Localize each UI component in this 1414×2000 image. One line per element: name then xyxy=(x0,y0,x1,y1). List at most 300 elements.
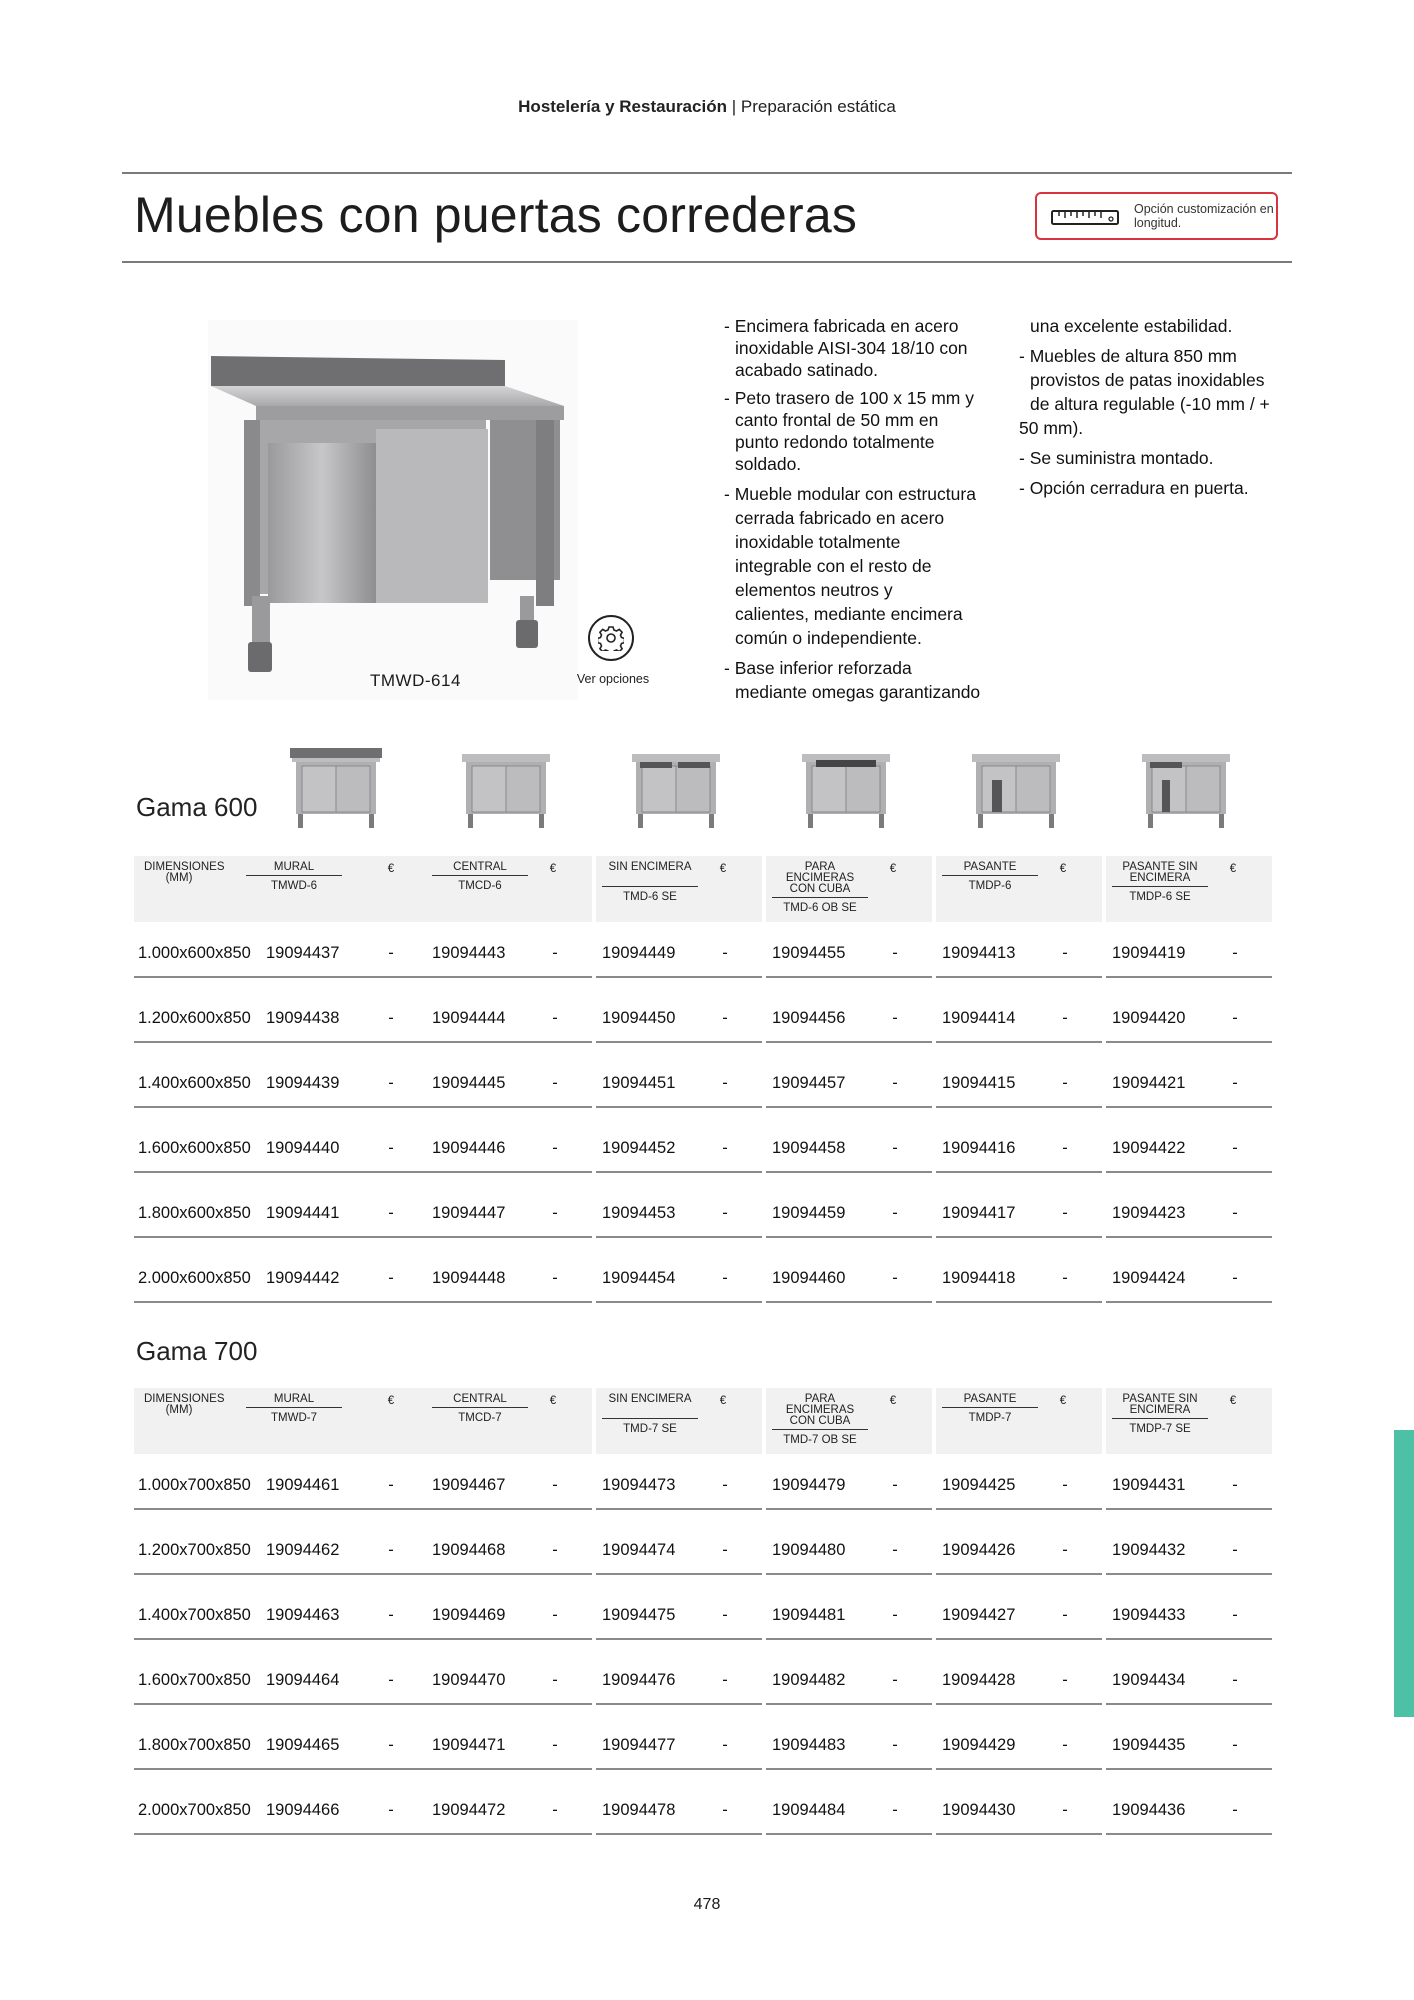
price-cell: - xyxy=(892,1801,898,1819)
dimension-cell: 1.400x700x850 xyxy=(138,1606,251,1624)
feature-line: integrable con el resto de xyxy=(735,556,932,576)
dimension-cell: 1.200x700x850 xyxy=(138,1541,251,1559)
price-cell: - xyxy=(892,1476,898,1494)
feature-line: soldado. xyxy=(735,454,802,474)
row-separator xyxy=(134,1703,426,1705)
product-code-cell: 19094435 xyxy=(1112,1736,1186,1754)
price-cell: - xyxy=(722,1204,728,1222)
feature-line: - Peto trasero de 100 x 15 mm y xyxy=(724,388,974,408)
product-code-cell: 19094480 xyxy=(772,1541,846,1559)
gear-icon xyxy=(598,625,624,651)
price-cell: - xyxy=(722,1139,728,1157)
row-separator xyxy=(1106,1301,1272,1303)
price-cell: - xyxy=(722,1476,728,1494)
product-code-cell: 19094477 xyxy=(602,1736,676,1754)
row-separator xyxy=(426,1768,592,1770)
price-cell: - xyxy=(892,1736,898,1754)
price-cell: - xyxy=(388,1606,394,1624)
price-cell: - xyxy=(388,1139,394,1157)
product-code-cell: 19094484 xyxy=(772,1801,846,1819)
feature-line: común o independiente. xyxy=(735,628,922,648)
price-cell: - xyxy=(388,1269,394,1287)
product-code-cell: 19094415 xyxy=(942,1074,1016,1092)
dimension-cell: 2.000x700x850 xyxy=(138,1801,251,1819)
feature-line: punto redondo totalmente xyxy=(735,432,935,452)
model-code: TMWD-6 xyxy=(271,880,317,892)
row-separator xyxy=(766,1508,932,1510)
customization-text: Opción customización en longitud. xyxy=(1134,202,1274,230)
row-separator xyxy=(596,1638,762,1640)
row-separator xyxy=(134,1573,426,1575)
row-separator xyxy=(936,1171,1102,1173)
row-separator xyxy=(596,1106,762,1108)
product-code-cell: 19094481 xyxy=(772,1606,846,1624)
row-separator xyxy=(766,1833,932,1835)
product-code-cell: 19094434 xyxy=(1112,1671,1186,1689)
product-code-cell: 19094422 xyxy=(1112,1139,1186,1157)
column-header: MURAL xyxy=(273,861,315,873)
price-cell: - xyxy=(388,1074,394,1092)
feature-line: 50 mm). xyxy=(1019,418,1084,438)
row-separator xyxy=(1106,1171,1272,1173)
row-separator xyxy=(766,1171,932,1173)
model-code: TMDP-6 SE xyxy=(1129,891,1191,903)
model-code: TMCD-7 xyxy=(458,1412,502,1424)
product-code-cell: 19094452 xyxy=(602,1139,676,1157)
model-code: TMD-6 OB SE xyxy=(783,902,857,914)
model-code: TMCD-6 xyxy=(458,880,502,892)
row-separator xyxy=(596,1573,762,1575)
feature-line: una excelente estabilidad. xyxy=(1030,316,1233,336)
price-cell: - xyxy=(552,1671,558,1689)
product-code-cell: 19094445 xyxy=(432,1074,506,1092)
row-separator xyxy=(596,1236,762,1238)
row-separator xyxy=(426,1833,592,1835)
row-separator xyxy=(936,1508,1102,1510)
product-code-cell: 19094455 xyxy=(772,944,846,962)
price-cell: - xyxy=(1062,1476,1068,1494)
price-cell: - xyxy=(722,1009,728,1027)
row-separator xyxy=(426,1573,592,1575)
euro-header: € xyxy=(549,863,557,875)
product-code-cell: 19094469 xyxy=(432,1606,506,1624)
column-header: PARA ENCIMERAS CON CUBA xyxy=(785,1393,855,1427)
column-header: CENTRAL xyxy=(453,861,507,873)
product-code-cell: 19094441 xyxy=(266,1204,340,1222)
product-code-cell: 19094446 xyxy=(432,1139,506,1157)
row-separator xyxy=(134,1638,426,1640)
price-cell: - xyxy=(892,1269,898,1287)
price-cell: - xyxy=(1062,944,1068,962)
row-separator xyxy=(1106,1833,1272,1835)
product-code-cell: 19094447 xyxy=(432,1204,506,1222)
dimension-cell: 1.200x600x850 xyxy=(138,1009,251,1027)
row-separator xyxy=(596,1833,762,1835)
price-cell: - xyxy=(1062,1074,1068,1092)
row-separator xyxy=(766,1106,932,1108)
feature-line: - Encimera fabricada en acero xyxy=(724,316,959,336)
price-cell: - xyxy=(1232,1009,1238,1027)
dimension-cell: 1.600x600x850 xyxy=(138,1139,251,1157)
row-separator xyxy=(134,1171,426,1173)
row-separator xyxy=(596,976,762,978)
price-cell: - xyxy=(1232,1801,1238,1819)
price-cell: - xyxy=(552,1139,558,1157)
price-cell: - xyxy=(1232,1204,1238,1222)
ruler-icon xyxy=(1051,208,1121,228)
price-cell: - xyxy=(722,944,728,962)
header-underline xyxy=(432,1407,528,1408)
euro-header: € xyxy=(889,1395,897,1407)
header-underline xyxy=(432,875,528,876)
row-separator xyxy=(936,1236,1102,1238)
row-separator xyxy=(426,1106,592,1108)
product-code-cell: 19094479 xyxy=(772,1476,846,1494)
feature-line: - Opción cerradura en puerta. xyxy=(1019,478,1249,498)
price-cell: - xyxy=(552,944,558,962)
price-cell: - xyxy=(722,1606,728,1624)
product-code-cell: 19094482 xyxy=(772,1671,846,1689)
price-cell: - xyxy=(892,1541,898,1559)
feature-line: calientes, mediante encimera xyxy=(735,604,963,624)
price-cell: - xyxy=(1232,1269,1238,1287)
model-code: TMD-6 SE xyxy=(623,891,677,903)
header-separator: | xyxy=(731,97,737,116)
price-cell: - xyxy=(722,1269,728,1287)
product-code-cell: 19094461 xyxy=(266,1476,340,1494)
price-cell: - xyxy=(722,1736,728,1754)
product-code-cell: 19094439 xyxy=(266,1074,340,1092)
row-separator xyxy=(134,1508,426,1510)
product-code-cell: 19094427 xyxy=(942,1606,1016,1624)
row-separator xyxy=(1106,1768,1272,1770)
row-separator xyxy=(766,1703,932,1705)
title-bottom-rule xyxy=(122,261,1292,263)
euro-header: € xyxy=(719,1395,727,1407)
row-separator xyxy=(426,1236,592,1238)
row-separator xyxy=(766,1573,932,1575)
price-cell: - xyxy=(892,1074,898,1092)
product-code-cell: 19094414 xyxy=(942,1009,1016,1027)
feature-line: - Muebles de altura 850 mm xyxy=(1019,346,1237,366)
product-code-cell: 19094431 xyxy=(1112,1476,1186,1494)
euro-header: € xyxy=(387,863,395,875)
price-cell: - xyxy=(388,1801,394,1819)
row-separator xyxy=(936,1041,1102,1043)
product-code-cell: 19094437 xyxy=(266,944,340,962)
product-code-cell: 19094476 xyxy=(602,1671,676,1689)
price-cell: - xyxy=(552,1269,558,1287)
price-cell: - xyxy=(1062,1139,1068,1157)
row-separator xyxy=(936,1768,1102,1770)
feature-line: mediante omegas garantizando xyxy=(735,682,981,702)
price-cell: - xyxy=(388,1009,394,1027)
row-separator xyxy=(1106,976,1272,978)
product-code-cell: 19094463 xyxy=(266,1606,340,1624)
section-tab-marker xyxy=(1394,1430,1414,1717)
header-underline xyxy=(602,886,698,887)
row-separator xyxy=(766,976,932,978)
row-separator xyxy=(596,1768,762,1770)
price-cell: - xyxy=(1232,1671,1238,1689)
product-code-cell: 19094460 xyxy=(772,1269,846,1287)
feature-line: inoxidable AISI-304 18/10 con xyxy=(735,338,968,358)
price-cell: - xyxy=(552,1801,558,1819)
dimensions-header: DIMENSIONES (MM) xyxy=(144,1393,225,1416)
feature-line: cerrada fabricado en acero xyxy=(735,508,945,528)
product-code-cell: 19094440 xyxy=(266,1139,340,1157)
model-code: TMDP-7 SE xyxy=(1129,1423,1191,1435)
row-separator xyxy=(426,1638,592,1640)
price-cell: - xyxy=(1232,1736,1238,1754)
product-code-cell: 19094423 xyxy=(1112,1204,1186,1222)
price-cell: - xyxy=(892,1606,898,1624)
product-code-cell: 19094453 xyxy=(602,1204,676,1222)
model-thumbnail xyxy=(286,740,386,830)
row-separator xyxy=(596,1508,762,1510)
dimension-cell: 2.000x600x850 xyxy=(138,1269,251,1287)
price-cell: - xyxy=(1232,1074,1238,1092)
row-separator xyxy=(936,1638,1102,1640)
product-code-cell: 19094478 xyxy=(602,1801,676,1819)
model-code: TMDP-6 xyxy=(968,880,1012,892)
price-cell: - xyxy=(1062,1801,1068,1819)
price-cell: - xyxy=(1232,1476,1238,1494)
euro-header: € xyxy=(387,1395,395,1407)
row-separator xyxy=(596,1301,762,1303)
price-cell: - xyxy=(552,1074,558,1092)
product-code-cell: 19094424 xyxy=(1112,1269,1186,1287)
price-cell: - xyxy=(1062,1736,1068,1754)
product-code-cell: 19094473 xyxy=(602,1476,676,1494)
euro-header: € xyxy=(1059,863,1067,875)
product-code-cell: 19094413 xyxy=(942,944,1016,962)
feature-line: - Se suministra montado. xyxy=(1019,448,1214,468)
model-thumbnail xyxy=(1136,740,1236,830)
row-separator xyxy=(134,1236,426,1238)
row-separator xyxy=(426,1171,592,1173)
price-cell: - xyxy=(388,1736,394,1754)
product-code-cell: 19094450 xyxy=(602,1009,676,1027)
product-code-cell: 19094465 xyxy=(266,1736,340,1754)
product-code-cell: 19094451 xyxy=(602,1074,676,1092)
euro-header: € xyxy=(719,863,727,875)
row-separator xyxy=(426,1301,592,1303)
product-code-cell: 19094416 xyxy=(942,1139,1016,1157)
column-header: SIN ENCIMERA xyxy=(608,861,692,873)
product-code-cell: 19094475 xyxy=(602,1606,676,1624)
euro-header: € xyxy=(889,863,897,875)
product-code-cell: 19094464 xyxy=(266,1671,340,1689)
price-cell: - xyxy=(552,1541,558,1559)
row-separator xyxy=(1106,1638,1272,1640)
feature-line: de altura regulable (-10 mm / + xyxy=(1030,394,1270,414)
price-cell: - xyxy=(552,1606,558,1624)
product-code-cell: 19094462 xyxy=(266,1541,340,1559)
column-header: PASANTE SIN ENCIMERA xyxy=(1122,1393,1198,1416)
product-code-cell: 19094448 xyxy=(432,1269,506,1287)
price-cell: - xyxy=(722,1671,728,1689)
product-code-cell: 19094436 xyxy=(1112,1801,1186,1819)
row-separator xyxy=(1106,1508,1272,1510)
row-separator xyxy=(426,1041,592,1043)
product-code-cell: 19094433 xyxy=(1112,1606,1186,1624)
row-separator xyxy=(426,1508,592,1510)
price-cell: - xyxy=(552,1476,558,1494)
header-underline xyxy=(772,897,868,898)
euro-header: € xyxy=(549,1395,557,1407)
model-code: TMDP-7 xyxy=(968,1412,1012,1424)
product-code-cell: 19094467 xyxy=(432,1476,506,1494)
product-code-cell: 19094432 xyxy=(1112,1541,1186,1559)
price-cell: - xyxy=(388,1541,394,1559)
product-code-cell: 19094442 xyxy=(266,1269,340,1287)
row-separator xyxy=(936,1301,1102,1303)
header-underline xyxy=(602,1418,698,1419)
row-separator xyxy=(1106,1236,1272,1238)
feature-line: acabado satinado. xyxy=(735,360,879,380)
price-cell: - xyxy=(388,944,394,962)
price-cell: - xyxy=(552,1204,558,1222)
column-header: PASANTE SIN ENCIMERA xyxy=(1122,861,1198,884)
product-code-cell: 19094449 xyxy=(602,944,676,962)
euro-header: € xyxy=(1229,863,1237,875)
title-top-rule xyxy=(122,172,1292,174)
row-separator xyxy=(596,1041,762,1043)
row-separator xyxy=(1106,1703,1272,1705)
product-code-cell: 19094426 xyxy=(942,1541,1016,1559)
row-separator xyxy=(134,1106,426,1108)
price-cell: - xyxy=(1062,1606,1068,1624)
model-code: TMD-7 SE xyxy=(623,1423,677,1435)
price-cell: - xyxy=(1232,944,1238,962)
product-code-cell: 19094438 xyxy=(266,1009,340,1027)
price-cell: - xyxy=(1062,1269,1068,1287)
feature-line: - Base inferior reforzada xyxy=(724,658,912,678)
dimension-cell: 1.600x700x850 xyxy=(138,1671,251,1689)
feature-line: inoxidable totalmente xyxy=(735,532,901,552)
section-name: Hostelería y Restauración xyxy=(518,97,727,116)
subsection-name: Preparación estática xyxy=(740,97,896,116)
row-separator xyxy=(936,1703,1102,1705)
row-separator xyxy=(596,1171,762,1173)
row-separator xyxy=(766,1638,932,1640)
dimension-cell: 1.800x700x850 xyxy=(138,1736,251,1754)
column-header: PASANTE xyxy=(963,861,1017,873)
row-separator xyxy=(936,1573,1102,1575)
feature-line: - Mueble modular con estructura xyxy=(724,484,976,504)
product-code-cell: 19094425 xyxy=(942,1476,1016,1494)
product-code-cell: 19094443 xyxy=(432,944,506,962)
row-separator xyxy=(134,1833,426,1835)
euro-header: € xyxy=(1229,1395,1237,1407)
model-code: TMWD-7 xyxy=(271,1412,317,1424)
price-cell: - xyxy=(722,1801,728,1819)
feature-line: elementos neutros y xyxy=(735,580,893,600)
product-code-cell: 19094429 xyxy=(942,1736,1016,1754)
row-separator xyxy=(766,1301,932,1303)
row-separator xyxy=(134,1768,426,1770)
price-cell: - xyxy=(552,1009,558,1027)
header-underline xyxy=(942,875,1038,876)
price-cell: - xyxy=(1232,1541,1238,1559)
product-code-cell: 19094444 xyxy=(432,1009,506,1027)
dimension-cell: 1.800x600x850 xyxy=(138,1204,251,1222)
product-code-cell: 19094466 xyxy=(266,1801,340,1819)
product-code-cell: 19094472 xyxy=(432,1801,506,1819)
gama-title: Gama 600 xyxy=(136,792,258,822)
column-header: SIN ENCIMERA xyxy=(608,1393,692,1405)
price-cell: - xyxy=(722,1074,728,1092)
price-cell: - xyxy=(722,1541,728,1559)
product-code-cell: 19094454 xyxy=(602,1269,676,1287)
price-cell: - xyxy=(388,1204,394,1222)
row-separator xyxy=(134,976,426,978)
price-cell: - xyxy=(892,1204,898,1222)
price-cell: - xyxy=(552,1736,558,1754)
row-separator xyxy=(766,1041,932,1043)
product-code-cell: 19094471 xyxy=(432,1736,506,1754)
product-code-cell: 19094428 xyxy=(942,1671,1016,1689)
product-code-cell: 19094470 xyxy=(432,1671,506,1689)
row-separator xyxy=(936,1833,1102,1835)
feature-line: canto frontal de 50 mm en xyxy=(735,410,939,430)
price-cell: - xyxy=(892,1671,898,1689)
column-header: PASANTE xyxy=(963,1393,1017,1405)
row-separator xyxy=(1106,1106,1272,1108)
row-separator xyxy=(1106,1573,1272,1575)
model-thumbnail xyxy=(456,740,556,830)
product-code-cell: 19094418 xyxy=(942,1269,1016,1287)
row-separator xyxy=(596,1703,762,1705)
product-code-cell: 19094419 xyxy=(1112,944,1186,962)
model-thumbnail xyxy=(796,740,896,830)
header-underline xyxy=(246,875,342,876)
product-code-cell: 19094468 xyxy=(432,1541,506,1559)
price-cell: - xyxy=(892,1009,898,1027)
price-cell: - xyxy=(388,1476,394,1494)
model-code: TMD-7 OB SE xyxy=(783,1434,857,1446)
euro-header: € xyxy=(1059,1395,1067,1407)
product-code-cell: 19094417 xyxy=(942,1204,1016,1222)
model-thumbnail xyxy=(966,740,1066,830)
price-cell: - xyxy=(1232,1139,1238,1157)
dimension-cell: 1.000x700x850 xyxy=(138,1476,251,1494)
row-separator xyxy=(936,976,1102,978)
page-header xyxy=(0,97,1414,117)
product-code-cell: 19094474 xyxy=(602,1541,676,1559)
row-separator xyxy=(1106,1041,1272,1043)
product-code-cell: 19094420 xyxy=(1112,1009,1186,1027)
column-header: CENTRAL xyxy=(453,1393,507,1405)
product-code-cell: 19094483 xyxy=(772,1736,846,1754)
price-cell: - xyxy=(892,1139,898,1157)
price-cell: - xyxy=(1232,1606,1238,1624)
options-button[interactable] xyxy=(588,615,634,661)
dimension-cell: 1.000x600x850 xyxy=(138,944,251,962)
header-underline xyxy=(1112,1418,1208,1419)
product-code: TMWD-614 xyxy=(370,671,461,690)
page-number: 478 xyxy=(693,1896,721,1913)
options-label[interactable]: Ver opciones xyxy=(576,672,650,686)
product-code-cell: 19094430 xyxy=(942,1801,1016,1819)
price-cell: - xyxy=(388,1671,394,1689)
price-cell: - xyxy=(1062,1671,1068,1689)
feature-line: provistos de patas inoxidables xyxy=(1030,370,1265,390)
price-cell: - xyxy=(1062,1009,1068,1027)
product-code-cell: 19094457 xyxy=(772,1074,846,1092)
customization-badge xyxy=(1035,192,1278,240)
